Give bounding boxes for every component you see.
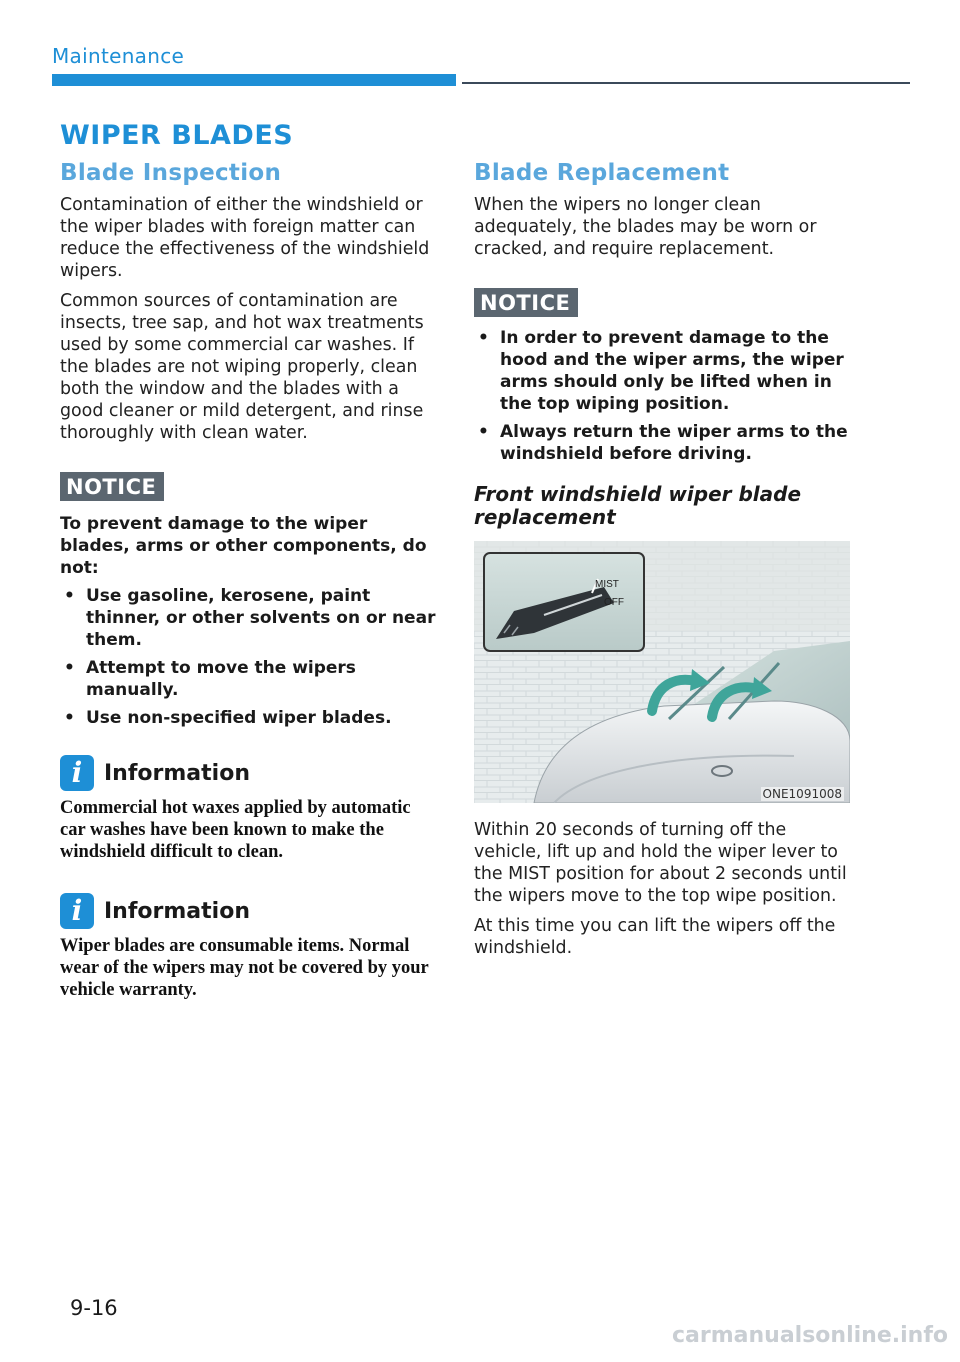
bullet-icon: • xyxy=(478,422,489,442)
notice-lead-text: To prevent damage to the wiper blades, arms or other components, do not: xyxy=(60,514,427,578)
off-label: OFF xyxy=(604,597,624,608)
list-item: • Use non-specified wiper blades. xyxy=(64,708,392,728)
notice-list xyxy=(60,585,440,729)
list-item: • Attempt to move the wipers manually. xyxy=(64,658,356,700)
notice-badge: NOTICE xyxy=(474,288,578,317)
bullet-icon: • xyxy=(64,586,75,606)
notice-badge: NOTICE xyxy=(60,472,164,501)
bullet-icon: • xyxy=(64,708,75,728)
list-item: • Use gasoline, kerosene, paint thinner, or other solvents on or near them. xyxy=(64,586,436,650)
information-text-1: Commercial hot waxes applied by automatic car washes have been known to make the windshield difficult to clean. xyxy=(60,798,411,862)
left-column xyxy=(60,160,440,1001)
info-icon: i xyxy=(60,755,94,791)
right-column xyxy=(474,160,854,967)
bullet-icon: • xyxy=(64,658,75,678)
page-number: 9-16 xyxy=(70,1296,118,1320)
list-item: • Always return the wiper arms to the windshield before driving. xyxy=(478,422,848,464)
replacement-paragraph: When the wipers no longer clean adequately, the blades may be worn or cracked, and require replacement. xyxy=(474,195,817,259)
mist-label: MIST xyxy=(595,579,619,590)
blade-inspection-title: Blade Inspection xyxy=(60,160,282,186)
wiper-illustration xyxy=(474,541,850,803)
figure-code: ONE1091008 xyxy=(762,787,842,801)
blade-replacement-title: Blade Replacement xyxy=(474,160,730,186)
watermark: carmanualsonline.info xyxy=(672,1323,948,1348)
section-title: WIPER BLADES xyxy=(60,120,294,151)
replacement-lift-paragraph: At this time you can lift the wipers off the windshield. xyxy=(474,916,836,958)
front-wiper-heading: Front windshield wiper blade replacement xyxy=(474,482,802,529)
bullet-icon: • xyxy=(478,328,489,348)
header-divider xyxy=(462,82,910,84)
inspection-paragraph-2: Common sources of contamination are insects, tree sap, and hot wax treatments used by some commercial car washes. If the blades are not wiping properly, clean both the window and the blades with a good cleaner or mild detergent, and rinse thoroughly with clean water. xyxy=(60,291,424,443)
inspection-paragraph-1: Contamination of either the windshield or the wiper blades with foreign matter can reduce the effectiveness of the windshield wipers. xyxy=(60,195,430,281)
info-icon: i xyxy=(60,893,94,929)
wiper-illustration-svg xyxy=(474,541,850,803)
list-item: • In order to prevent damage to the hood and the wiper arms, the wiper arms should only be lifted when in the top wiping position. xyxy=(478,328,844,414)
information-title: Information xyxy=(104,760,250,786)
information-header-1 xyxy=(60,755,440,791)
information-header-2 xyxy=(60,893,440,929)
information-text-2: Wiper blades are consumable items. Normal wear of the wipers may not be covered by your vehicle warranty. xyxy=(60,936,429,1000)
replacement-step-paragraph: Within 20 seconds of turning off the vehicle, lift up and hold the wiper lever to the MIST position for about 2 seconds until the wipers move to the top wipe position. xyxy=(474,820,847,906)
header-title: Maintenance xyxy=(52,44,185,68)
information-title: Information xyxy=(104,898,250,924)
header-accent-bar xyxy=(52,74,456,86)
notice-list xyxy=(474,327,854,465)
